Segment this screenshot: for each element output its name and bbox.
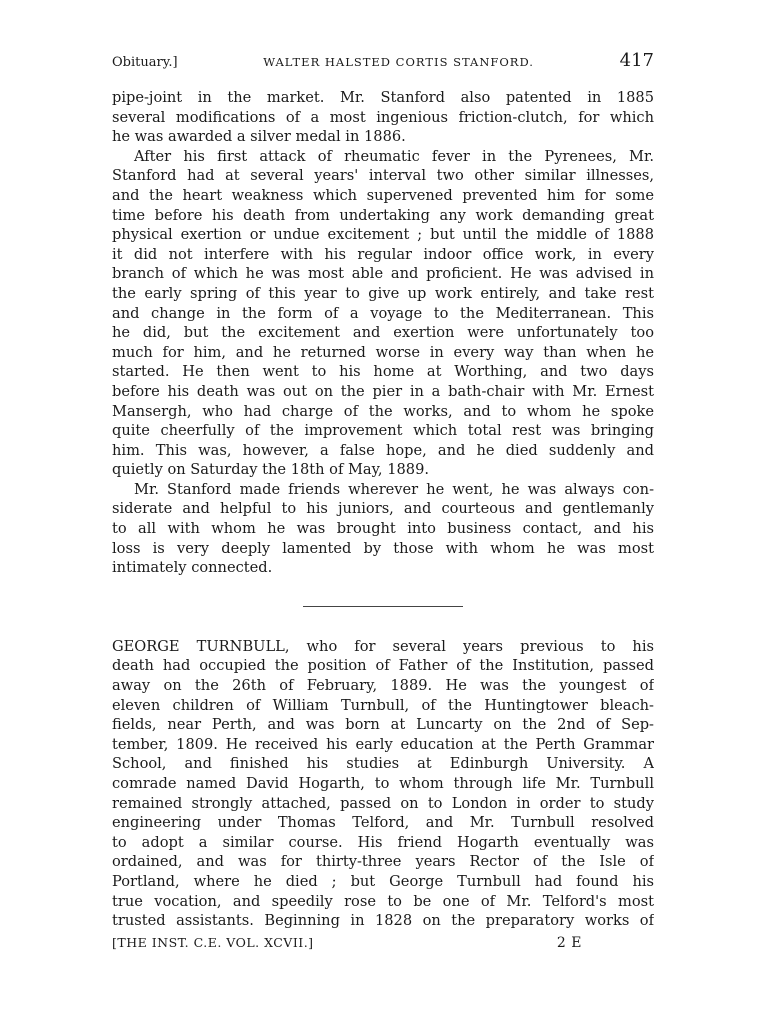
text-line: ordained, and was for thirty-three years Rector of the Isle of xyxy=(112,853,654,871)
text-line: away on the 26th of February, 1889. He was the youngest of xyxy=(112,677,654,695)
text-line: time before his death from undertaking any work demanding great xyxy=(112,206,654,224)
text-line: the early spring of this year to give up work entirely, and take rest xyxy=(112,284,654,302)
text-line: it did not interfere with his regular indoor office work, in every xyxy=(112,245,654,263)
text-line: Mr. Stanford made friends wherever he went, he was always con- xyxy=(134,480,654,498)
text-line: tember, 1809. He received his early education at the Perth Grammar xyxy=(112,735,654,753)
text-line: siderate and helpful to his juniors, and courteous and gentlemanly xyxy=(112,500,654,518)
text-line: him. This was, however, a false hope, and he died suddenly and xyxy=(112,441,654,459)
text-line: pipe-joint in the market. Mr. Stanford also patented in 1885 xyxy=(112,89,654,106)
text-line: he was awarded a silver medal in 1886. xyxy=(112,128,406,146)
stanford-paragraph-3 xyxy=(112,480,654,578)
text-line: trusted assistants. Beginning in 1828 on the preparatory works of xyxy=(112,912,654,930)
page-number: 417 xyxy=(619,50,654,71)
section-label: Obituary.] xyxy=(112,55,178,70)
page-footer xyxy=(112,935,654,951)
running-head xyxy=(112,50,654,88)
text-line: Mansergh, who had charge of the works, and to whom he spoke xyxy=(112,402,654,420)
text-line: true vocation, and speedily rose to be one of Mr. Telford's most xyxy=(112,892,654,910)
text-line: intimately connected. xyxy=(112,559,273,577)
text-line: Stanford had at several years' interval two other similar illnesses, xyxy=(112,167,654,185)
text-line: to all with whom he was brought into business contact, and his xyxy=(112,520,654,538)
text-line: School, and finished his studies at Edinburgh University. A xyxy=(112,755,654,773)
text-line: engineering under Thomas Telford, and Mr. Turnbull resolved xyxy=(112,814,654,832)
text-line: and change in the form of a voyage to the Mediterranean. This xyxy=(112,304,654,322)
text-line: loss is very deeply lamented by those with whom he was most xyxy=(112,539,654,557)
text-line: comrade named David Hogarth, to whom through life Mr. Turnbull xyxy=(112,775,654,792)
stanford-paragraph-1 xyxy=(112,88,654,147)
text-line: GEORGE TURNBULL, who for several years previous to his xyxy=(112,637,654,655)
text-line: Portland, where he died ; but George Turnbull had found his xyxy=(112,872,654,890)
text-line: death had occupied the position of Father of the Institution, passed xyxy=(112,657,654,675)
section-divider xyxy=(303,606,463,607)
text-line: several modifications of a most ingenious friction-clutch, for which xyxy=(112,108,654,126)
text-line: fields, near Perth, and was born at Luncarty on the 2nd of Sep- xyxy=(112,716,654,734)
text-line: before his death was out on the pier in a bath-chair with Mr. Ernest xyxy=(112,382,654,400)
text-line: and the heart weakness which supervened prevented him for some xyxy=(112,186,654,204)
text-line: eleven children of William Turnbull, of the Huntingtower bleach- xyxy=(112,696,654,714)
text-line: branch of which he was most able and proficient. He was advised in xyxy=(112,265,654,283)
footer-volume: [THE INST. C.E. VOL. XCVII.] xyxy=(112,934,314,950)
signature-mark: 2 E xyxy=(556,934,582,951)
document-page xyxy=(112,50,654,951)
text-line: much for him, and he returned worse in every way than when he xyxy=(112,343,654,361)
running-title: WALTER HALSTED CORTIS STANFORD. xyxy=(263,55,534,69)
text-line: started. He then went to his home at Worthing, and two days xyxy=(112,363,654,381)
stanford-paragraph-2 xyxy=(112,147,654,480)
text-line: to adopt a similar course. His friend Hogarth eventually was xyxy=(112,833,654,851)
turnbull-paragraph-1 xyxy=(112,637,654,931)
text-line: After his first attack of rheumatic fever in the Pyrenees, Mr. xyxy=(134,147,654,165)
text-line: physical exertion or undue excitement ; but until the middle of 1888 xyxy=(112,226,654,244)
text-line: quite cheerfully of the improvement which total rest was bringing xyxy=(112,422,654,440)
text-line: remained strongly attached, passed on to London in order to study xyxy=(112,794,654,812)
text-line: he did, but the excitement and exertion were unfortunately too xyxy=(112,324,654,342)
text-line: quietly on Saturday the 18th of May, 1889. xyxy=(112,461,429,479)
